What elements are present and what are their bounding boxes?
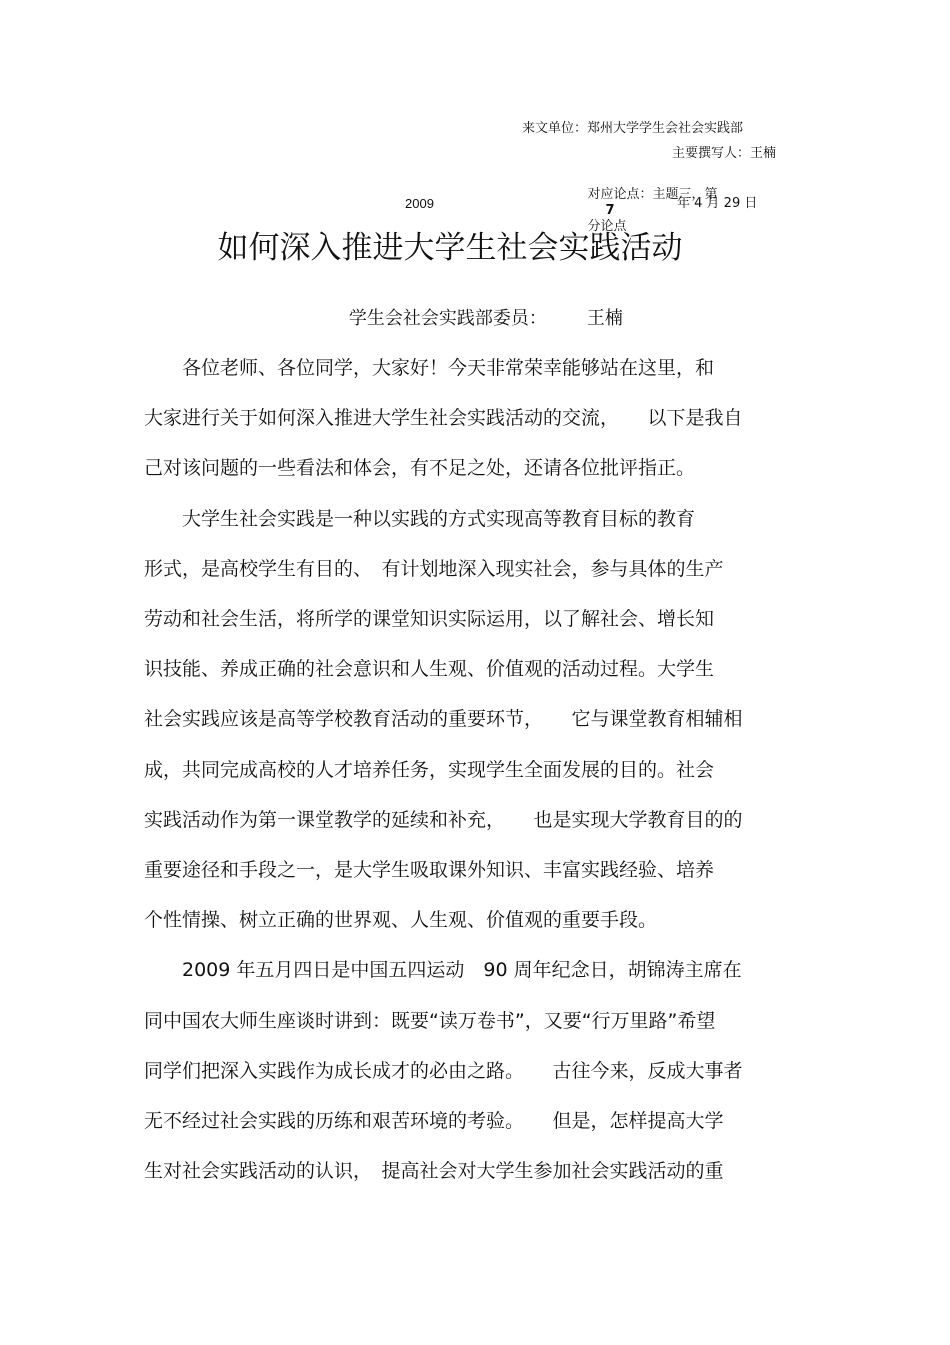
body-line: 成，共同完成高校的人才培养任务，实现学生全面发展的目的。社会 [144, 759, 715, 781]
byline-name: 王楠 [586, 308, 623, 329]
body-line: 无不经过社会实践的历练和艰苦环境的考验。 但是，怎样提高大学 [144, 1110, 724, 1132]
body-line: 2009 年五月四日是中国五四运动 90 周年纪念日，胡锦涛主席在 [144, 959, 742, 981]
topic-number: 7 [605, 203, 615, 218]
author-line: 主要撰写人：王楠 [672, 146, 777, 161]
body-line: 实践活动作为第一课堂教学的延续和补充， 也是实现大学教育目的的 [144, 809, 743, 831]
body-line: 大家进行关于如何深入推进大学生社会实践活动的交流， 以下是我自 [144, 407, 743, 429]
body-line: 劳动和社会生活，将所学的课堂知识实际运用，以了解社会、增长知 [144, 608, 715, 630]
body-line: 识技能、养成正确的社会意识和人生观、价值观的活动过程。大学生 [144, 658, 715, 680]
document-title: 如何深入推进大学生社会实践活动 [217, 230, 683, 266]
topic-suffix: 分论点 [587, 219, 627, 234]
body-line: 各位老师、各位同学，大家好！今天非常荣幸能够站在这里，和 [144, 357, 715, 379]
body-line: 个性情操、树立正确的世界观、人生观、价值观的重要手段。 [144, 909, 658, 931]
body-line: 重要途径和手段之一，是大学生吸取课外知识、丰富实践经验、培养 [144, 859, 715, 881]
body-line: 生对社会实践活动的认识， 提高社会对大学生参加社会实践活动的重 [144, 1160, 724, 1182]
byline [326, 283, 623, 351]
topic-prefix: 对应论点：主题三，第 [587, 187, 718, 202]
date-year: 2009 [405, 196, 434, 211]
source-unit: 来文单位：郑州大学学生会社会实践部 [522, 121, 744, 136]
body-line: 大学生社会实践是一种以实践的方式实现高等教育目标的教育 [144, 508, 696, 530]
body-line: 同学们把深入实践作为成长成才的必由之路。 古往今来，反成大事者 [144, 1060, 743, 1082]
body-line: 形式，是高校学生有目的、 有计划地深入现实社会，参与具体的生产 [144, 558, 724, 580]
body-line: 同中国农大师生座谈时讲到：既要“读万卷书”，又要“行万里路”希望 [144, 1010, 716, 1032]
body-line: 己对该问题的一些看法和体会，有不足之处，还请各位批评指正。 [144, 457, 696, 479]
date-rest: 年 4 月 29 日 [677, 196, 758, 211]
body-line: 社会实践应该是高等学校教育活动的重要环节， 它与课堂教育相辅相 [144, 708, 743, 730]
byline-role: 学生会社会实践部委员： [348, 308, 547, 329]
